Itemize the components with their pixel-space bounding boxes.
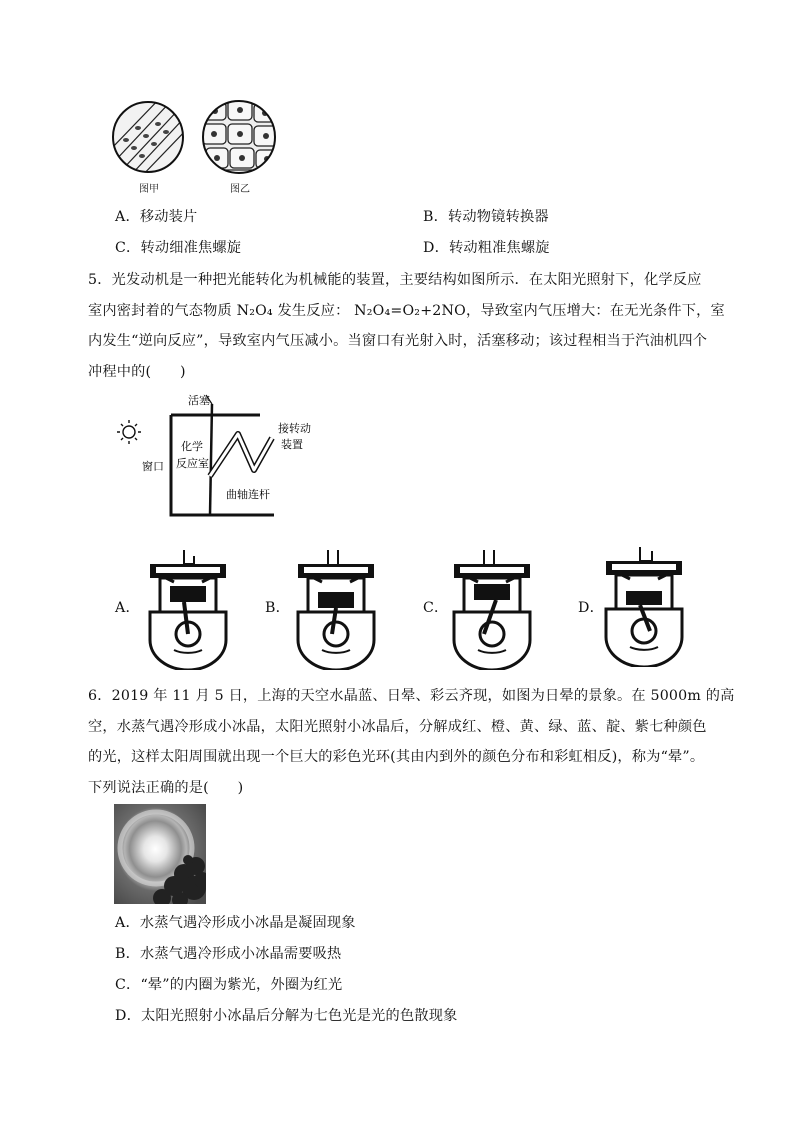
engine-option-a-label[interactable]: A． bbox=[115, 600, 140, 616]
engine-a-icon[interactable] bbox=[140, 548, 236, 670]
q4-option-b[interactable]: B．转动物镜转换器 bbox=[423, 209, 549, 225]
q5-stem-line-2: 室内密封着的气态物质 N₂O₄ 发生反应： N₂O₄=O₂+2NO，导致室内气压增大：在无光条件下，室 bbox=[88, 303, 725, 319]
label-chamber-2: 反应室 bbox=[176, 457, 209, 470]
q6-stem-line-1: 6．2019 年 11 月 5 日，上海的天空水晶蓝、日晕、彩云齐现，如图为日晕的景象。在 5000m 的高 bbox=[88, 688, 735, 704]
solar-halo-photo bbox=[114, 804, 206, 904]
q5-stem-line-3: 内发生“逆向反应”，导致室内气压减小。当窗口有光射入时，活塞移动；该过程相当于汽油机四个 bbox=[88, 333, 708, 349]
q6-option-b[interactable]: B．水蒸气遇冷形成小冰晶需要吸热 bbox=[115, 946, 342, 962]
engine-option-c-label[interactable]: C． bbox=[423, 600, 449, 616]
q6-option-c[interactable]: C．“晕”的内圈为紫光，外圈为红光 bbox=[115, 977, 343, 993]
engine-b-icon[interactable] bbox=[288, 548, 384, 670]
label-piston: 活塞 bbox=[188, 394, 210, 407]
q6-stem-line-3: 的光，这样太阳周围就出现一个巨大的彩色光环(其由内到外的颜色分布和彩虹相反)，称为“晕”。 bbox=[88, 749, 705, 765]
engine-option-d-label[interactable]: D． bbox=[578, 600, 604, 616]
engine-c-icon[interactable] bbox=[444, 548, 540, 670]
q6-stem-line-2: 空，水蒸气遇冷形成小冰晶，太阳光照射小冰晶后，分解成红、橙、黄、绿、蓝、靛、紫七种颜色 bbox=[88, 719, 707, 735]
engine-option-b-label[interactable]: B． bbox=[265, 600, 291, 616]
cell-figure bbox=[112, 100, 282, 195]
engine-d-icon[interactable] bbox=[596, 545, 692, 667]
q6-option-d[interactable]: D．太阳光照射小冰晶后分解为七色光是光的色散现象 bbox=[115, 1008, 458, 1024]
caption-jia: 图甲 bbox=[139, 184, 159, 195]
label-crank: 曲轴连杆 bbox=[226, 488, 270, 501]
q5-stem-line-1: 5．光发动机是一种把光能转化为机械能的装置，主要结构如图所示．在太阳光照射下，化学反应 bbox=[88, 272, 702, 288]
sun-icon bbox=[117, 420, 141, 444]
caption-yi: 图乙 bbox=[230, 184, 250, 195]
light-engine-diagram bbox=[114, 390, 314, 522]
q6-stem-line-4: 下列说法正确的是( ) bbox=[88, 780, 244, 796]
q4-option-a[interactable]: A．移动装片 bbox=[115, 209, 198, 225]
label-rotator-1: 接转动 bbox=[278, 422, 311, 435]
q4-option-c[interactable]: C．转动细准焦螺旋 bbox=[115, 240, 242, 256]
q5-stem-line-4: 冲程中的( ) bbox=[88, 364, 186, 380]
label-rotator-2: 装置 bbox=[281, 438, 303, 451]
q6-option-a[interactable]: A．水蒸气遇冷形成小冰晶是凝固现象 bbox=[115, 915, 356, 931]
label-window: 窗口 bbox=[142, 460, 164, 473]
label-chamber-1: 化学 bbox=[181, 440, 203, 453]
q4-option-d[interactable]: D．转动粗准焦螺旋 bbox=[423, 240, 550, 256]
